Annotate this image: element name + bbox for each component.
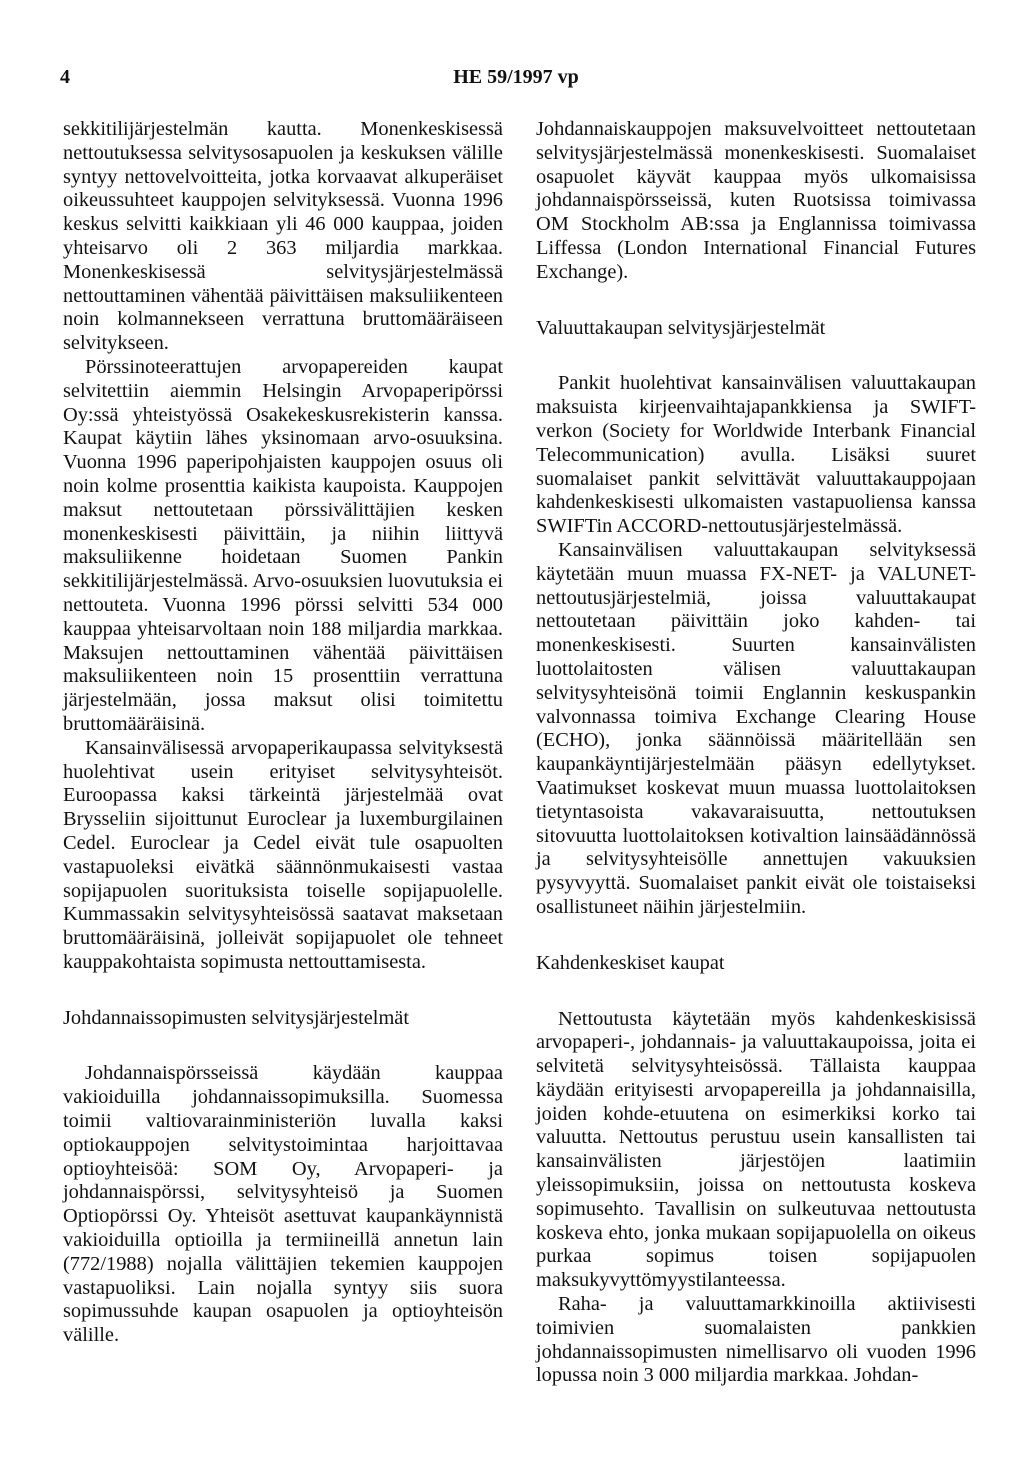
paragraph-derivatives-exchanges: Johdannaispörsseissä käydään kauppaa vakioiduilla johdannaissopimuksilla. Suomessa toimii valtiovarainministeriön luvalla kaksi optiokauppojen selvitystoimintaa harjoittavaa optioyhteisöä: SOM Oy, Arvopaperi- ja johdannaispörssi, selvitysyhteisö ja Suomen Optiopörssi Oy. Yhteisöt asettuvat kaupankäynnistä vakioiduilla optioilla ja termiineillä annetun lain (772/1988) nojalla välittäjien tekemien kauppojen vastapuoliksi. Lain nojalla syntyy siis suora sopimussuhde kaupan osapuolen ja optioyhteisön välille. [63,1062,503,1347]
page-header [60,66,972,96]
paragraph-money-markets: Raha- ja valuuttamarkkinoilla aktiivisesti toimivien suomalaisten pankkien johdannaissopimusten nimellisarvo oli vuoden 1996 lopussa noin 3 000 miljardia markkaa. Johdan- [536,1293,976,1387]
heading-bilateral-trades: Kahdenkeskiset kaupat [536,951,725,974]
paragraph-stock-exchange: Pörssinoteerattujen arvopapereiden kaupat selvitettiin aiemmin Helsingin Arvopaperipörssi Oy:ssä yhteistyössä Osakekeskusrekisterin kanssa. Kaupat käytiin lähes yksinomaan arvo-osuuksina. Vuonna 1996 paperipohjaisten kauppojen osuus oli noin kolme prosenttia kaikista kaupoista. Kauppojen maksut nettoutetaan pörssivälittäjien kesken monenkeskisesti päivittäin, ja niihin liittyvä maksuliikenne hoidetaan Suomen Pankin sekkitilijärjestelmässä. Arvo-osuuksien luovutuksia ei nettouteta. Vuonna 1996 pörssi selvitti 534 000 kauppaa yhteisarvoltaan noin 188 miljardia markkaa. Maksujen nettouttaminen vähentää päivittäisen maksuliikenteen noin 15 prosenttiin verrattuna järjestelmään, jossa maksut olisi toimitettu bruttomääräisinä. [63,355,503,735]
paragraph-clearing-center: sekkitilijärjestelmän kautta. Monenkeskisessä nettoutuksessa selvitysosapuolen ja keskuksen välille syntyy nettovelvoitteita, jotka korvaavat alkuperäiset oikeussuhteet kauppojen selvityksessä. Vuonna 1996 keskus selvitti kaikkiaan yli 46 000 kauppaa, joiden yhteisarvo oli 2 363 miljardia markkaa. Monenkeskisessä selvitysjärjestelmässä nettouttaminen vähentää päivittäisen maksuliikenteen noin kolmannekseen verrattuna bruttomääräiseen selvitykseen. [63,118,503,355]
paragraph-derivatives-netting: Johdannaiskauppojen maksuvelvoitteet nettoutetaan selvitysjärjestelmässä monenkeskisesti. Suomalaiset osapuolet käyvät kauppaa myös ulkomaisissa johdannaispörsseissä, kuten Ruotsissa toimivassa OM Stockholm AB:ssa ja Englannissa toimivassa Liffessa (London International Financial Futures Exchange). [536,118,976,283]
paragraph-bilateral-netting: Nettoutusta käytetään myös kahdenkeskisissä arvopaperi-, johdannais- ja valuuttakaupoissa, joita ei selvitetä selvitysyhteisössä. Tällaista kauppaa käydään erityisesti arvopapereilla ja johdannaisilla, joiden kohde-etuutena on esimerkiksi korko tai valuutta. Nettoutus perustuu usein kansallisten tai kansainvälisten järjestöjen laatimiin yleissopimuksiin, joissa on nettoutusta koskeva sopimusehto. Tavallisin on sulkeutuvaa nettoutusta koskeva ehto, jonka mukaan sopijapuolella on oikeus purkaa sopimus toisen sopijapuolen maksukyvyttömyystilanteessa. [536,1007,976,1292]
paragraph-international-securities: Kansainvälisessä arvopaperikaupassa selvityksestä huolehtivat usein erityiset selvitysyhteisöt. Euroopassa kaksi tärkeintä järjestelmää ovat Brysseliin sijoittunut Euroclear ja luxemburgilainen Cedel. Euroclear ja Cedel eivät tule osapuolten vastapuoleksi eivätkä säännönmukaisesti vastaa sopijapuolen suorituksista toiselle sopijapuolelle. Kummassakin selvitysyhteisössä saatavat maksetaan bruttomääräisinä, jolleivät sopijapuolet ole tehneet kauppakohtaista sopimusta nettouttamisesta. [63,736,503,973]
document-id: HE 59/1997 vp [453,66,579,88]
paragraph-international-fx: Kansainvälisen valuuttakaupan selvityksessä käytetään muun muassa FX-NET- ja VALUNET-nettoutusjärjestelmiä, joissa valuuttakaupat nettoutetaan päivittäin joko kahden- tai monenkeskisesti. Suurten kansainvälisten luottolaitosten välisen valuuttakaupan selvitysyhteisönä toimii Englannin keskuspankin valvonnassa toimiva Exchange Clearing House (ECHO), jonka säännöissä määritellään sen kaupankäyntijärjestelmään pääsyn edellytykset. Vaatimukset koskevat muun muassa luottolaitoksen tietyntasoista vakavaraisuutta, nettoutuksen sitovuutta luottolaitoksen kotivaltion lainsäädännössä ja selvitysyhteisölle annettujen vakuuksien pysyvyyttä. Suomalaiset pankit eivät ole toistaiseksi osallistuneet näihin järjestelmiin. [536,538,976,918]
heading-fx-clearing: Valuuttakaupan selvitysjärjestelmät [536,316,826,339]
paragraph-banks-fx: Pankit huolehtivat kansainvälisen valuuttakaupan maksuista kirjeenvaihtajapankkiensa ja SWIFT-verkon (Society for Worldwide Interbank Financial Telecommunication) avulla. Lisäksi suuret suomalaiset pankit selvittävät valuuttakauppojaan kahdenkeskisesti ulkomaisten vastapuoliensa kanssa SWIFTin ACCORD-nettoutusjärjestelmässä. [536,372,976,538]
heading-derivatives-clearing: Johdannaissopimusten selvitysjärjestelmät [63,1006,410,1029]
left-column [63,118,503,1348]
right-column [536,118,976,1388]
page-number: 4 [60,66,70,88]
